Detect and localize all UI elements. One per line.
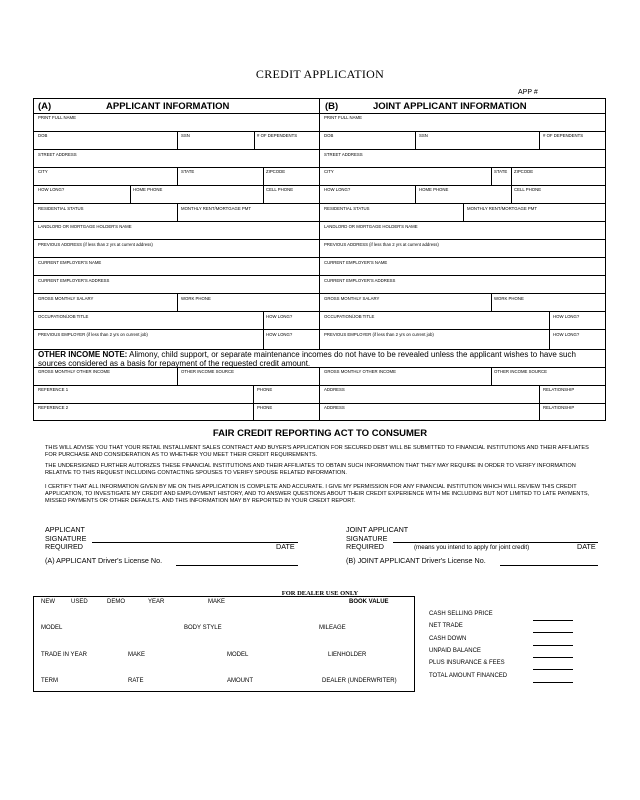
b-monthly-rent[interactable]: MONTHLY RENT/MORTGAGE PMT xyxy=(467,206,537,211)
total-amount-financed-line[interactable] xyxy=(533,682,573,683)
fcra-paragraph-1: THIS WILL ADVISE YOU THAT YOUR RETAIL INSTALLMENT SALES CONTRACT AND BUYER'S APPLICATION FOR SECURED DEBT WILL BE SUBMITTED TO FINANCIAL INSTITUTIONS AND THEIR AFFILIATES FOR PURCHASE AND CONSIDERATION AS TO WHETHER YOU MEET THEIR CREDIT REQUIREMENTS. xyxy=(45,445,589,458)
a-occupation[interactable]: OCCUPATION/JOB TITLE xyxy=(38,314,89,319)
fcra-paragraph-3: I CERTIFY THAT ALL INFORMATION GIVEN BY ME ON THIS APPLICATION IS COMPLETE AND ACCURATE. I GIVE MY PERMISSION FOR ANY FINANCIAL INSTITUTION WHICH WILL REVIEW THIS CREDIT APPLICATION, TO INVESTIGATE MY CREDIT AND EMPLOYMENT HISTORY, AND TO ANSWER QUESTIONS ABOUT THEIR CREDIT EXPERIENCE WITH ME INCLUDING BUT NOT LIMITED TO LATE PAYMENTS, MISSED PAYMENTS OR OTHER DEFAULTS. AND THIS INFORMATION MAY BY REPORTED IN YOUR CREDIT REPORT. xyxy=(45,484,590,504)
b-city[interactable]: CITY xyxy=(324,169,334,174)
net-trade-label: NET TRADE xyxy=(429,623,463,629)
dealer-box xyxy=(33,596,415,692)
net-trade-line[interactable] xyxy=(533,632,573,633)
dealer-amount[interactable]: AMOUNT xyxy=(227,678,253,684)
b-zipcode[interactable]: ZIPCODE xyxy=(514,169,534,174)
joint-license-label: (B) JOINT APPLICANT Driver's License No. xyxy=(346,556,486,565)
joint-signature-label: JOINT APPLICANT SIGNATURE REQUIRED xyxy=(346,525,409,551)
b-gross-monthly-other-income[interactable]: GROSS MONTHLY OTHER INCOME xyxy=(324,369,396,374)
joint-license-line[interactable] xyxy=(500,565,598,566)
b-home-phone[interactable]: HOME PHONE xyxy=(419,187,449,192)
a-current-employer-name[interactable]: CURRENT EMPLOYER'S NAME xyxy=(38,260,102,265)
a-gross-monthly-salary[interactable]: GROSS MONTHLY SALARY xyxy=(38,296,94,301)
section-b-heading: JOINT APPLICANT INFORMATION xyxy=(373,101,527,112)
a-city[interactable]: CITY xyxy=(38,169,48,174)
joint-signature-line[interactable] xyxy=(393,542,598,543)
unpaid-balance-line[interactable] xyxy=(533,657,573,658)
dealer-underwriter[interactable]: DEALER (UNDERWRITER) xyxy=(322,678,397,684)
b-dob[interactable]: DOB xyxy=(324,133,334,138)
dealer-trade-in-year[interactable]: TRADE IN YEAR xyxy=(41,652,87,658)
dealer-term[interactable]: TERM xyxy=(41,678,58,684)
a-previous-employer[interactable]: PREVIOUS EMPLOYER (if less than 2 yrs on current job) xyxy=(38,332,148,337)
joint-date-label: DATE xyxy=(577,542,596,551)
total-amount-financed-label: TOTAL AMOUNT FINANCED xyxy=(429,673,508,679)
b-residential-status[interactable]: RESIDENTIAL STATUS xyxy=(324,206,370,211)
dealer-year[interactable]: YEAR xyxy=(148,599,165,605)
b-current-employer-address[interactable]: CURRENT EMPLOYER'S ADDRESS xyxy=(324,278,396,283)
dealer-title: FOR DEALER USE ONLY xyxy=(281,590,359,597)
a-street-address[interactable]: STREET ADDRESS xyxy=(38,152,77,157)
cash-selling-price-line[interactable] xyxy=(533,620,573,621)
section-a-letter: (A) xyxy=(38,101,52,112)
b-cell-phone[interactable]: CELL PHONE xyxy=(514,187,542,192)
unpaid-balance-label: UNPAID BALANCE xyxy=(429,648,481,654)
a-current-employer-address[interactable]: CURRENT EMPLOYER'S ADDRESS xyxy=(38,278,110,283)
app-number-label: APP # xyxy=(518,89,538,96)
a-other-income-source[interactable]: OTHER INCOME SOURCE xyxy=(181,369,234,374)
applicant-signature-line[interactable] xyxy=(92,542,298,543)
page-title: CREDIT APPLICATION xyxy=(255,67,385,81)
b-occupation-how-long[interactable]: HOW LONG? xyxy=(553,314,580,319)
b-ssn[interactable]: SSN xyxy=(419,133,428,138)
applicant-signature-label: APPLICANT SIGNATURE REQUIRED xyxy=(45,525,87,551)
dealer-model[interactable]: MODEL xyxy=(41,625,63,631)
a-prev-employer-how-long[interactable]: HOW LONG? xyxy=(266,332,293,337)
reference-2[interactable]: REFERENCE 2 xyxy=(38,405,69,410)
a-previous-address[interactable]: PREVIOUS ADDRESS (if less than 2 yrs at current address) xyxy=(38,242,153,247)
dealer-new[interactable]: NEW xyxy=(41,599,55,605)
b-gross-monthly-salary[interactable]: GROSS MONTHLY SALARY xyxy=(324,296,380,301)
b-print-full-name[interactable]: PRINT FULL NAME xyxy=(324,115,362,120)
dealer-trade-model[interactable]: MODEL xyxy=(227,652,249,658)
a-state[interactable]: STATE xyxy=(181,169,195,174)
other-income-note xyxy=(38,350,598,368)
reference-1-address[interactable]: ADDRESS xyxy=(324,387,345,392)
fcra-paragraph-2: THE UNDERSIGNED FURTHER AUTORIZES THESE FINANCIAL INSTITUTIONS AND THEIR AFFILIATES TO OBTAIN SUCH INFORMATION THAT THEY MAY REQUIRE IN ORDER TO VERIFY INFORMATION RELATIVE TO THIS REQUEST INCLUDING CONTACTING SPOUSES TO VERIFY SPOUSE RELATED INFORMATION. xyxy=(45,463,576,476)
a-landlord[interactable]: LANDLORD OR MORTGAGE HOLDER'S NAME xyxy=(38,224,132,229)
applicant-license-line[interactable] xyxy=(176,565,298,566)
reference-2-phone[interactable]: PHONE xyxy=(257,405,273,410)
plus-insurance-line[interactable] xyxy=(533,669,573,670)
plus-insurance-label: PLUS INSURANCE & FEES xyxy=(429,660,505,666)
a-residential-status[interactable]: RESIDENTIAL STATUS xyxy=(38,206,84,211)
a-monthly-rent[interactable]: MONTHLY RENT/MORTGAGE PMT xyxy=(181,206,251,211)
dealer-lienholder[interactable]: LIENHOLDER xyxy=(328,652,367,658)
b-other-income-source[interactable]: OTHER INCOME SOURCE xyxy=(494,369,547,374)
b-landlord[interactable]: LANDLORD OR MORTGAGE HOLDER'S NAME xyxy=(324,224,418,229)
reference-2-relationship[interactable]: RELATIONSHIP xyxy=(543,405,575,410)
a-occupation-how-long[interactable]: HOW LONG? xyxy=(266,314,293,319)
fcra-title: FAIR CREDIT REPORTING ACT TO CONSUMER xyxy=(212,428,428,439)
a-home-phone[interactable]: HOME PHONE xyxy=(133,187,163,192)
application-form xyxy=(33,98,606,421)
dealer-mileage[interactable]: MILEAGE xyxy=(319,625,346,631)
dealer-trade-make[interactable]: MAKE xyxy=(128,652,146,658)
b-how-long[interactable]: HOW LONG? xyxy=(324,187,351,192)
b-previous-address[interactable]: PREVIOUS ADDRESS (if less than 2 yrs at current address) xyxy=(324,242,439,247)
b-occupation[interactable]: OCCUPATION/JOB TITLE xyxy=(324,314,375,319)
cash-down-line[interactable] xyxy=(533,645,573,646)
reference-1-phone[interactable]: PHONE xyxy=(257,387,273,392)
a-work-phone[interactable]: WORK PHONE xyxy=(181,296,211,301)
b-previous-employer[interactable]: PREVIOUS EMPLOYER (if less than 2 yrs on current job) xyxy=(324,332,434,337)
a-cell-phone[interactable]: CELL PHONE xyxy=(266,187,294,192)
cash-down-label: CASH DOWN xyxy=(429,636,467,642)
dealer-demo[interactable]: DEMO xyxy=(107,599,125,605)
a-how-long[interactable]: HOW LONG? xyxy=(38,187,65,192)
a-dependents[interactable]: # OF DEPENDENTS xyxy=(257,133,298,138)
other-income-note-label: OTHER INCOME NOTE: xyxy=(38,350,128,359)
reference-1-relationship[interactable]: RELATIONSHIP xyxy=(543,387,575,392)
b-dependents[interactable]: # OF DEPENDENTS xyxy=(543,133,584,138)
other-income-note-text: Alimony, child support, or separate maintenance incomes do not have to be revealed unless the applicant wishes to have such sources considered as a basis for repayment of the requested credit amount. xyxy=(38,350,576,368)
applicant-license-label: (A) APPLICANT Driver's License No. xyxy=(45,556,163,565)
dealer-book-value[interactable]: BOOK VALUE xyxy=(349,599,389,605)
b-prev-employer-how-long[interactable]: HOW LONG? xyxy=(553,332,580,337)
b-street-address[interactable]: STREET ADDRESS xyxy=(324,152,363,157)
cash-selling-price-label: CASH SELLING PRICE xyxy=(429,611,493,617)
a-print-full-name[interactable]: PRINT FULL NAME xyxy=(38,115,76,120)
a-gross-monthly-other-income[interactable]: GROSS MONTHLY OTHER INCOME xyxy=(38,369,110,374)
dealer-rate[interactable]: RATE xyxy=(128,678,144,684)
a-zipcode[interactable]: ZIPCODE xyxy=(266,169,286,174)
a-ssn[interactable]: SSN xyxy=(181,133,190,138)
dealer-used[interactable]: USED xyxy=(71,599,88,605)
column-divider xyxy=(319,99,320,421)
reference-1[interactable]: REFERENCE 1 xyxy=(38,387,69,392)
dealer-body-style[interactable]: BODY STYLE xyxy=(184,625,222,631)
joint-credit-note: (means you intend to apply for joint credit) xyxy=(414,544,530,551)
b-current-employer-name[interactable]: CURRENT EMPLOYER'S NAME xyxy=(324,260,388,265)
dealer-make[interactable]: MAKE xyxy=(208,599,226,605)
applicant-date-label: DATE xyxy=(276,542,295,551)
b-work-phone[interactable]: WORK PHONE xyxy=(494,296,524,301)
a-dob[interactable]: DOB xyxy=(38,133,48,138)
section-b-letter: (B) xyxy=(325,101,339,112)
section-a-heading: APPLICANT INFORMATION xyxy=(106,101,230,112)
b-state[interactable]: STATE xyxy=(494,169,508,174)
reference-2-address[interactable]: ADDRESS xyxy=(324,405,345,410)
